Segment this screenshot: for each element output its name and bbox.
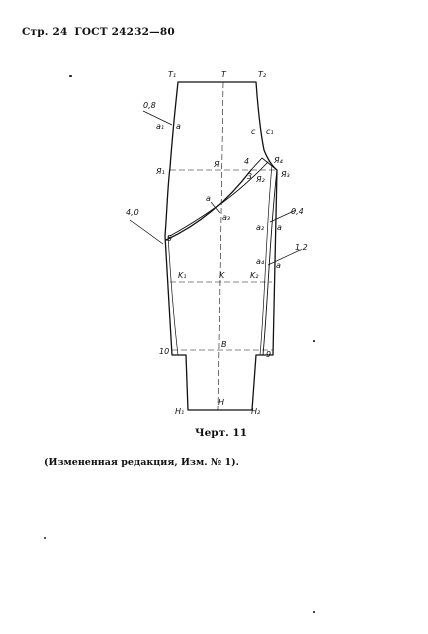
label-c1: c₁ [266,127,274,136]
label-k2: K₂ [250,271,259,280]
label-a-r2: a [276,261,281,270]
center-line [218,82,223,410]
label-4: 4 [244,157,250,166]
label-ya4: Я₄ [274,156,283,165]
label-10: 10 [159,347,170,356]
standard-code: ГОСТ 24232—80 [74,26,175,38]
label-b: B [221,340,227,349]
scan-speck [313,611,315,613]
leader-12 [268,250,300,265]
label-a-mid: a [206,194,211,203]
crotch-curve [166,170,251,240]
revision-note: (Измененная редакция, Изм. № 1). [44,457,239,468]
label-a: a [176,122,181,131]
label-40: 4,0 [126,208,139,217]
label-a4: a₄ [256,257,265,266]
label-3: 3 [247,172,253,181]
label-a-r1: a [277,223,282,232]
scan-speck [313,340,315,342]
label-t: T [221,70,226,79]
page-number: Стр. 24 [22,26,68,38]
label-ya2: Я₂ [256,175,265,184]
label-k1: K₁ [178,271,187,280]
label-a2: a₂ [256,223,265,232]
leg-line [168,236,178,355]
label-c: c [251,127,256,136]
label-h: H [218,398,225,407]
label-t2: T₂ [258,70,267,79]
label-h1: H₁ [175,407,185,416]
scan-speck [44,537,46,539]
label-a1: a₁ [156,122,165,131]
figure-caption: Черт. 11 [195,427,248,439]
label-ya3: Я₃ [281,170,290,179]
label-04: 0,4 [291,207,304,216]
label-08: 0,8 [143,101,156,110]
label-ya1: Я₁ [156,167,165,176]
label-a3: a₃ [222,213,231,222]
label-h2: H₂ [251,407,261,416]
label-12: 1,2 [295,243,308,252]
label-ya: Я [214,160,220,169]
label-k: K [219,271,225,280]
pattern-outline [165,82,277,410]
label-t1: T₁ [168,70,177,79]
label-5: 5 [167,234,173,243]
crotch-curve-inner [170,162,268,236]
scan-speck [69,75,72,77]
label-9: 9 [266,350,272,359]
leader-40 [130,220,163,244]
